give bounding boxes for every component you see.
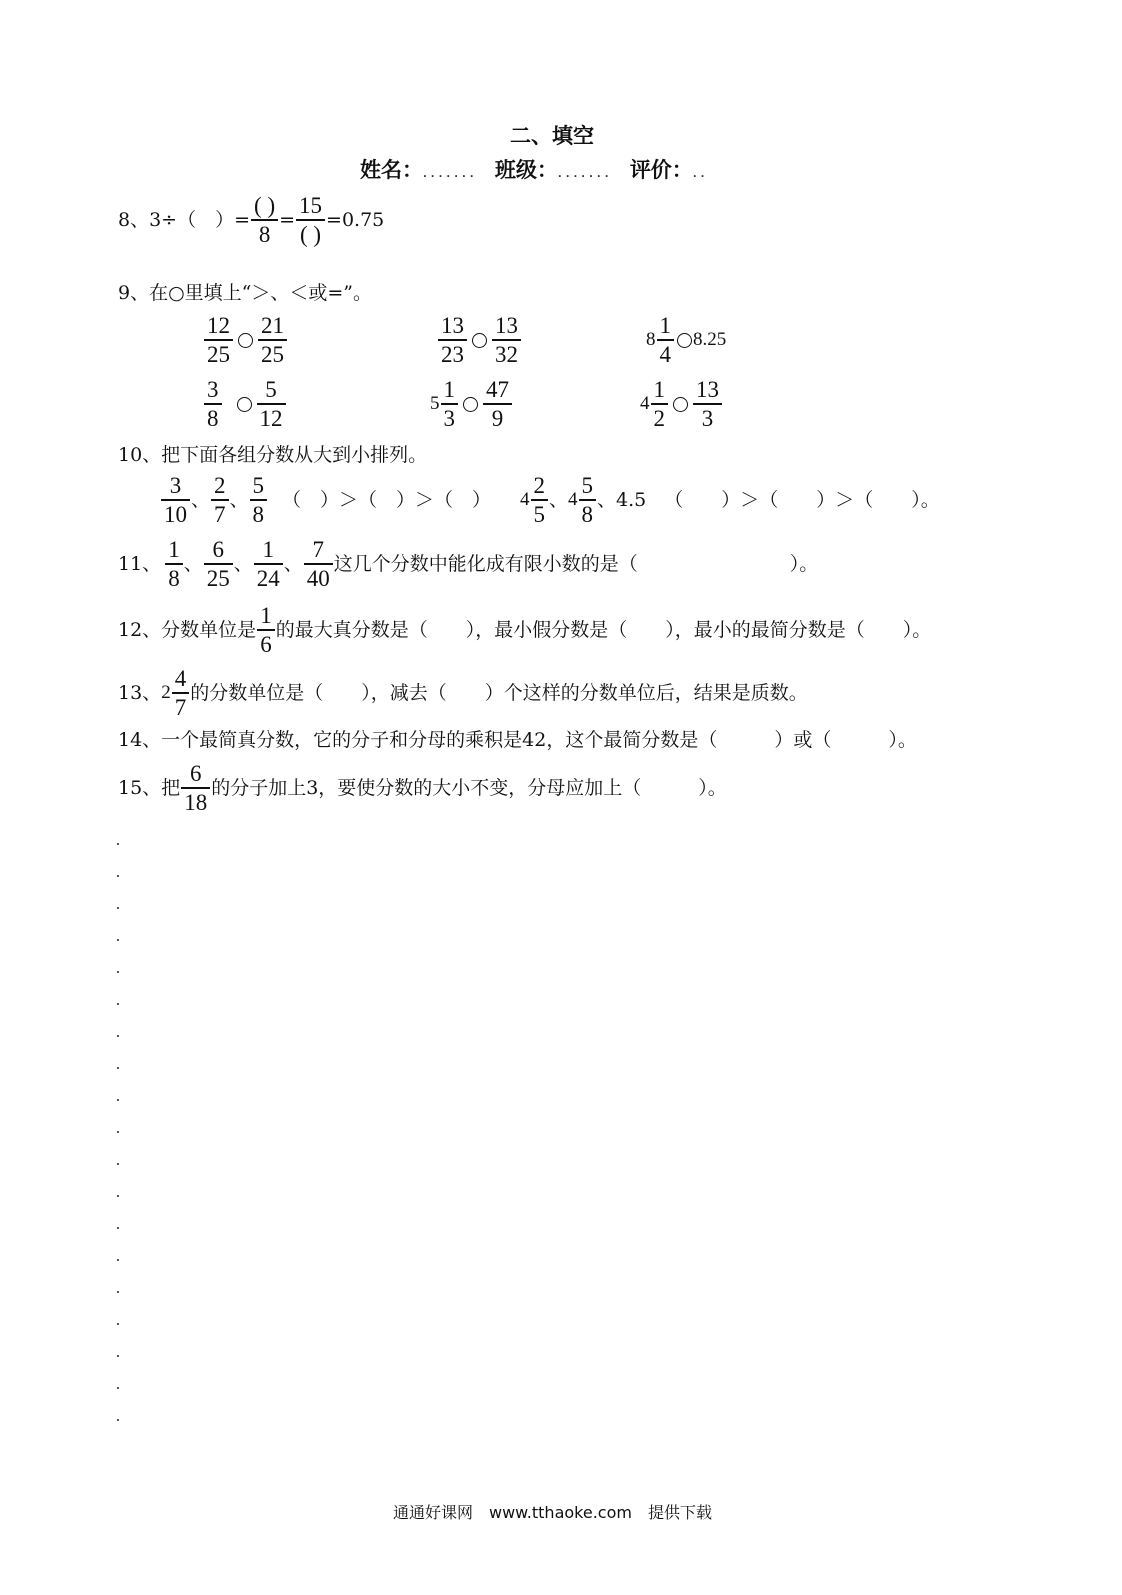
- decimal-value: 、4.5: [597, 489, 647, 511]
- margin-dot: [117, 1195, 119, 1197]
- fraction-numerator: 1: [659, 313, 671, 338]
- fraction-numerator: 13: [495, 313, 518, 338]
- eval-blank[interactable]: ..: [692, 169, 709, 180]
- question-9-text: 9、在○里填上“＞、＜或=”。: [118, 282, 373, 304]
- fraction-denominator: 32: [495, 342, 518, 367]
- fraction-numerator: 5: [265, 377, 277, 402]
- fraction-numerator: 2: [533, 473, 545, 498]
- q9-item-6: [640, 378, 723, 430]
- margin-dot: [117, 1419, 119, 1421]
- footer-credit: 通通好课网 www.tthaoke.com 提供下载: [393, 1503, 712, 1522]
- question-15: [118, 762, 727, 814]
- margin-dot: [117, 1003, 119, 1005]
- whole-number: 5: [430, 393, 440, 414]
- fraction-denominator: 6: [260, 632, 272, 657]
- q8-f2-numerator: 15: [299, 193, 323, 218]
- fraction-denominator: 7: [214, 502, 226, 527]
- margin-dot: [117, 1099, 119, 1101]
- name-label: 姓名：: [360, 158, 423, 182]
- q8-number: 8、: [118, 209, 150, 231]
- fraction-denominator: 3: [443, 406, 455, 431]
- fraction-numerator: 2: [214, 473, 226, 498]
- fraction-numerator: 6: [189, 761, 202, 786]
- compare-circle[interactable]: [237, 397, 252, 412]
- decimal-value: 8.25: [693, 329, 727, 350]
- fraction-denominator: 25: [206, 566, 230, 591]
- fraction-numerator: 5: [581, 473, 594, 498]
- q10-group-2: [520, 474, 940, 526]
- fraction-numerator: 1: [443, 377, 455, 402]
- q11-text[interactable]: 这几个分数中能化成有限小数的是（ ）。: [333, 553, 819, 575]
- fraction-numerator: 4: [174, 666, 187, 691]
- fraction-denominator: 2: [653, 406, 665, 431]
- margin-dot: [117, 1131, 119, 1133]
- margin-dot: [117, 971, 119, 973]
- class-blank[interactable]: .......: [557, 169, 613, 180]
- question-11: [118, 538, 818, 590]
- fraction-denominator: 3: [701, 406, 714, 431]
- q9-item-2: [437, 314, 522, 366]
- question-8: [118, 194, 384, 246]
- margin-dot: [117, 939, 119, 941]
- q9-item-1: [203, 314, 288, 366]
- separator: 、: [549, 489, 569, 511]
- q8-lead: 3÷（ ）=: [149, 209, 251, 231]
- separator: 、: [283, 553, 303, 575]
- q10-g2-answer-blanks[interactable]: （ ）＞（ ）＞（ ）。: [664, 489, 940, 511]
- eval-label: 评价：: [629, 158, 693, 182]
- separator: 、: [233, 553, 253, 575]
- margin-dot: [117, 843, 119, 845]
- margin-dot: [117, 907, 119, 909]
- margin-dot: [117, 1387, 119, 1389]
- q8-fraction-1: [251, 194, 278, 246]
- margin-dot: [117, 1227, 119, 1229]
- q13-number: 13、: [118, 682, 162, 704]
- fraction-denominator: 25: [261, 342, 284, 367]
- fraction-denominator: 40: [306, 566, 330, 591]
- fraction-numerator: 6: [212, 537, 224, 562]
- fraction-denominator: 25: [207, 342, 230, 367]
- fraction-numerator: 1: [262, 537, 274, 562]
- fraction-numerator: 1: [168, 537, 180, 562]
- q11-number: 11、: [118, 553, 162, 575]
- compare-circle[interactable]: [472, 333, 487, 348]
- fraction-denominator: 9: [491, 406, 504, 431]
- q10-group-1: [160, 474, 491, 526]
- fraction-denominator: 4: [659, 342, 671, 367]
- fraction-denominator: 10: [164, 502, 187, 527]
- q8-f1-denominator: 8: [258, 222, 271, 247]
- question-13: [118, 667, 808, 719]
- q8-fraction-2: [296, 194, 325, 246]
- fraction-denominator: 8: [168, 566, 180, 591]
- q9-item-3: [646, 314, 726, 366]
- whole-number: 8: [646, 329, 656, 350]
- q12-text[interactable]: 的最大真分数是（ ），最小假分数是（ ），最小的最简分数是（ ）。: [275, 619, 932, 641]
- question-14[interactable]: 14、一个最简真分数，它的分子和分母的乘积是42，这个最简分数是（ ）或（ ）。: [118, 729, 917, 751]
- q8-f1-numerator[interactable]: ( ): [254, 193, 276, 218]
- fraction-numerator: 3: [207, 377, 219, 402]
- fraction-numerator: 1: [653, 377, 665, 402]
- fraction-numerator: 7: [312, 537, 324, 562]
- q15-text[interactable]: 的分子加上3，要使分数的大小不变，分母应加上（ ）。: [211, 777, 727, 799]
- compare-circle[interactable]: [677, 333, 692, 348]
- fraction-denominator: 23: [441, 342, 464, 367]
- fraction-denominator: 7: [174, 695, 187, 720]
- margin-dot: [117, 1355, 119, 1357]
- q9-item-4: [203, 378, 287, 430]
- compare-circle[interactable]: [238, 333, 253, 348]
- fraction-denominator: 8: [581, 502, 594, 527]
- name-blank[interactable]: .......: [423, 169, 478, 180]
- margin-dot: [117, 1323, 119, 1325]
- fraction-numerator: 13: [441, 313, 464, 338]
- margin-dot: [117, 875, 119, 877]
- margin-dot: [117, 1067, 119, 1069]
- margin-dot: [117, 1259, 119, 1261]
- question-12: [118, 604, 931, 656]
- q8-equals: =: [279, 209, 296, 231]
- margin-dot: [117, 1163, 119, 1165]
- whole-number: 2: [161, 682, 171, 703]
- fraction-numerator: 5: [252, 473, 265, 498]
- separator: 、: [183, 553, 203, 575]
- section-title: 二、填空: [510, 124, 594, 148]
- whole-number: 4: [640, 393, 650, 414]
- fraction-denominator: 18: [184, 790, 208, 815]
- separator: 、: [229, 489, 249, 511]
- fraction-numerator: 3: [169, 473, 182, 498]
- fraction-numerator: 47: [486, 377, 509, 402]
- fraction-denominator: 12: [259, 406, 283, 431]
- compare-circle[interactable]: [463, 397, 478, 412]
- q12-lead: 12、分数单位是: [118, 619, 257, 641]
- fraction-numerator: 12: [207, 313, 230, 338]
- fraction-denominator: 5: [533, 502, 545, 527]
- fraction-denominator: 8: [207, 406, 219, 431]
- margin-dot: [117, 1291, 119, 1293]
- q15-lead: 15、把: [118, 777, 181, 799]
- separator: 、: [191, 489, 211, 511]
- fraction-numerator: 21: [261, 313, 284, 338]
- compare-circle[interactable]: [673, 397, 688, 412]
- whole-number: 4: [520, 489, 530, 510]
- class-label: 班级：: [494, 158, 558, 182]
- q10-g1-answer-blanks[interactable]: （ ）＞（ ）＞（ ）: [282, 489, 492, 511]
- q8-tail: =0.75: [326, 209, 385, 231]
- student-info-line: [360, 154, 708, 184]
- margin-dot: [117, 1035, 119, 1037]
- q9-item-5: [430, 378, 513, 430]
- fraction-numerator: 13: [696, 377, 719, 402]
- fraction-numerator: 1: [260, 603, 272, 628]
- q13-text[interactable]: 的分数单位是（ ），减去（ ）个这样的分数单位后，结果是质数。: [190, 682, 808, 704]
- whole-number: 4: [568, 489, 578, 510]
- q8-f2-denominator[interactable]: ( ): [299, 222, 322, 247]
- fraction-denominator: 24: [256, 566, 280, 591]
- fraction-denominator: 8: [252, 502, 265, 527]
- question-10-text: 10、把下面各组分数从大到小排列。: [118, 444, 428, 466]
